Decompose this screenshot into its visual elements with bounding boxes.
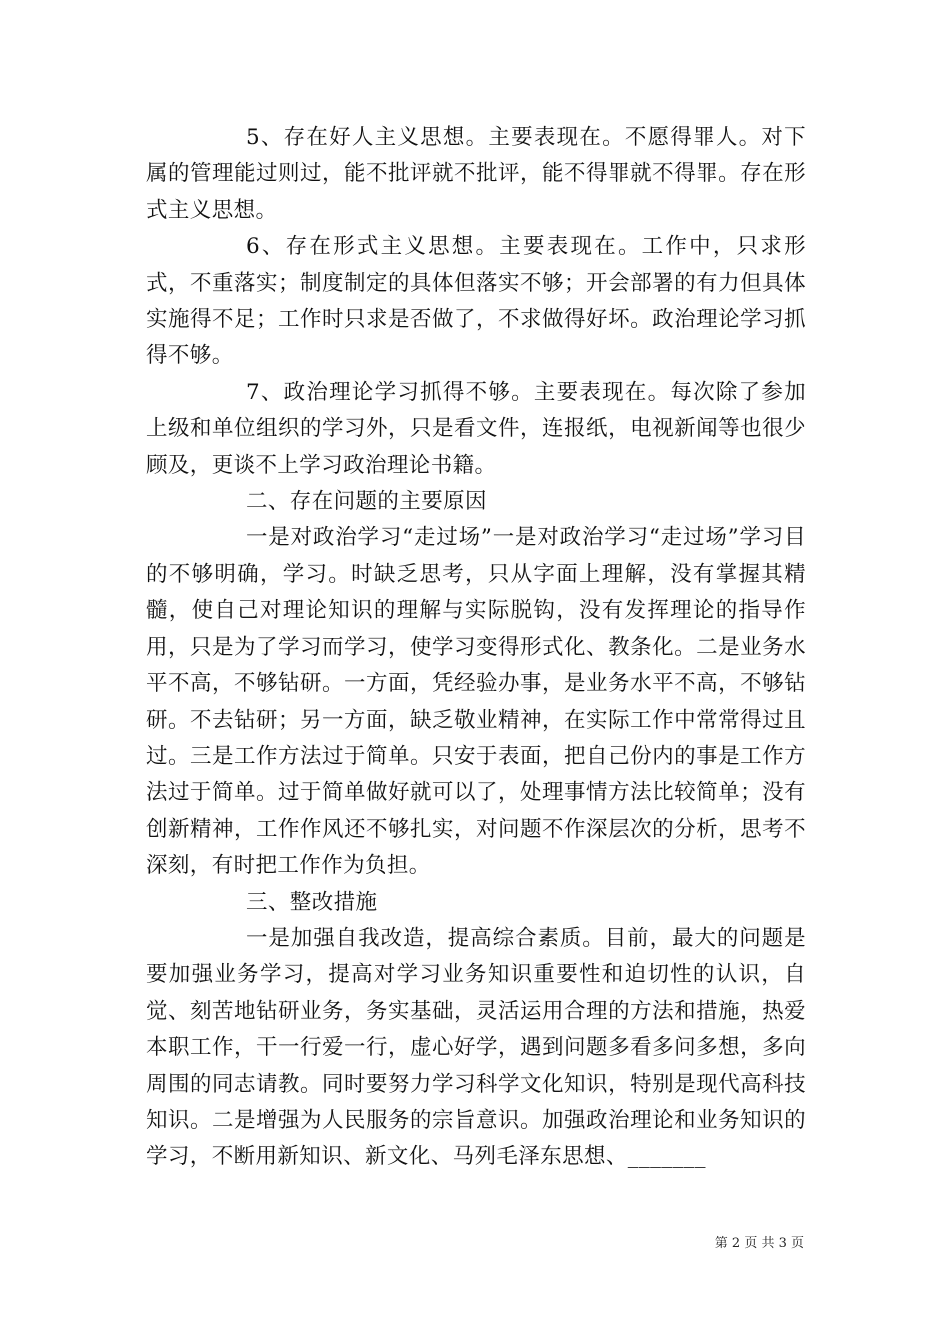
list-item-7: 7、政治理论学习抓得不够。主要表现在。每次除了参加上级和单位组织的学习外，只是看文件，连报纸，电视新闻等也很少顾及，更谈不上学习政治理论书籍。	[146, 379, 806, 478]
list-item-6: 6、存在形式主义思想。主要表现在。工作中，只求形式，不重落实；制度制定的具体但落实不够；开会部署的有力但具体实施得不足；工作时只求是否做了，不求做得好坏。政治理论学习抓得不够。	[146, 234, 806, 369]
measures-paragraph: 一是加强自我改造，提高综合素质。目前，最大的问题是要加强业务学习，提高对学习业务知识重要性和迫切性的认识，自觉、刻苦地钻研业务，务实基础，灵活运用合理的方法和措施，热爱本职工作，干一行爱一行，虚心好学，遇到问题多看多问多想，多向周围的同志请教。同时要努力学习科学文化知识，特别是现代高科技知识。二是增强为人民服务的宗旨意识。加强政治理论和业务知识的学习，不断用新知识、新文化、马列毛泽东思想、_______	[146, 925, 806, 1170]
section-heading-measures: 三、整改措施	[246, 889, 378, 915]
page-number: 第 2 页 共 3 页	[714, 1236, 804, 1251]
list-item-5: 5、存在好人主义思想。主要表现在。不愿得罪人。对下属的管理能过则过，能不批评就不批评，能不得罪就不得罪。存在形式主义思想。	[146, 125, 806, 223]
document-body	[146, 120, 806, 1176]
causes-paragraph: 一是对政治学习“走过场”一是对政治学习“走过场”学习目的不够明确，学习。时缺乏思考，只从字面上理解，没有掌握其精髓，使自己对理论知识的理解与实际脱钩，没有发挥理论的指导作用，只是为了学习而学习，使学习变得形式化、教条化。二是业务水平不高，不够钻研。一方面，凭经验办事，是业务水平不高，不够钻研。不去钻研；另一方面，缺乏敬业精神，在实际工作中常常得过且过。三是工作方法过于简单。只安于表面，把自己份内的事是工作方法过于简单。过于简单做好就可以了，处理事情方法比较简单；没有创新精神，工作作风还不够扎实，对问题不作深层次的分析，思考不深刻，有时把工作作为负担。	[146, 525, 806, 879]
section-heading-causes: 二、存在问题的主要原因	[246, 489, 487, 515]
